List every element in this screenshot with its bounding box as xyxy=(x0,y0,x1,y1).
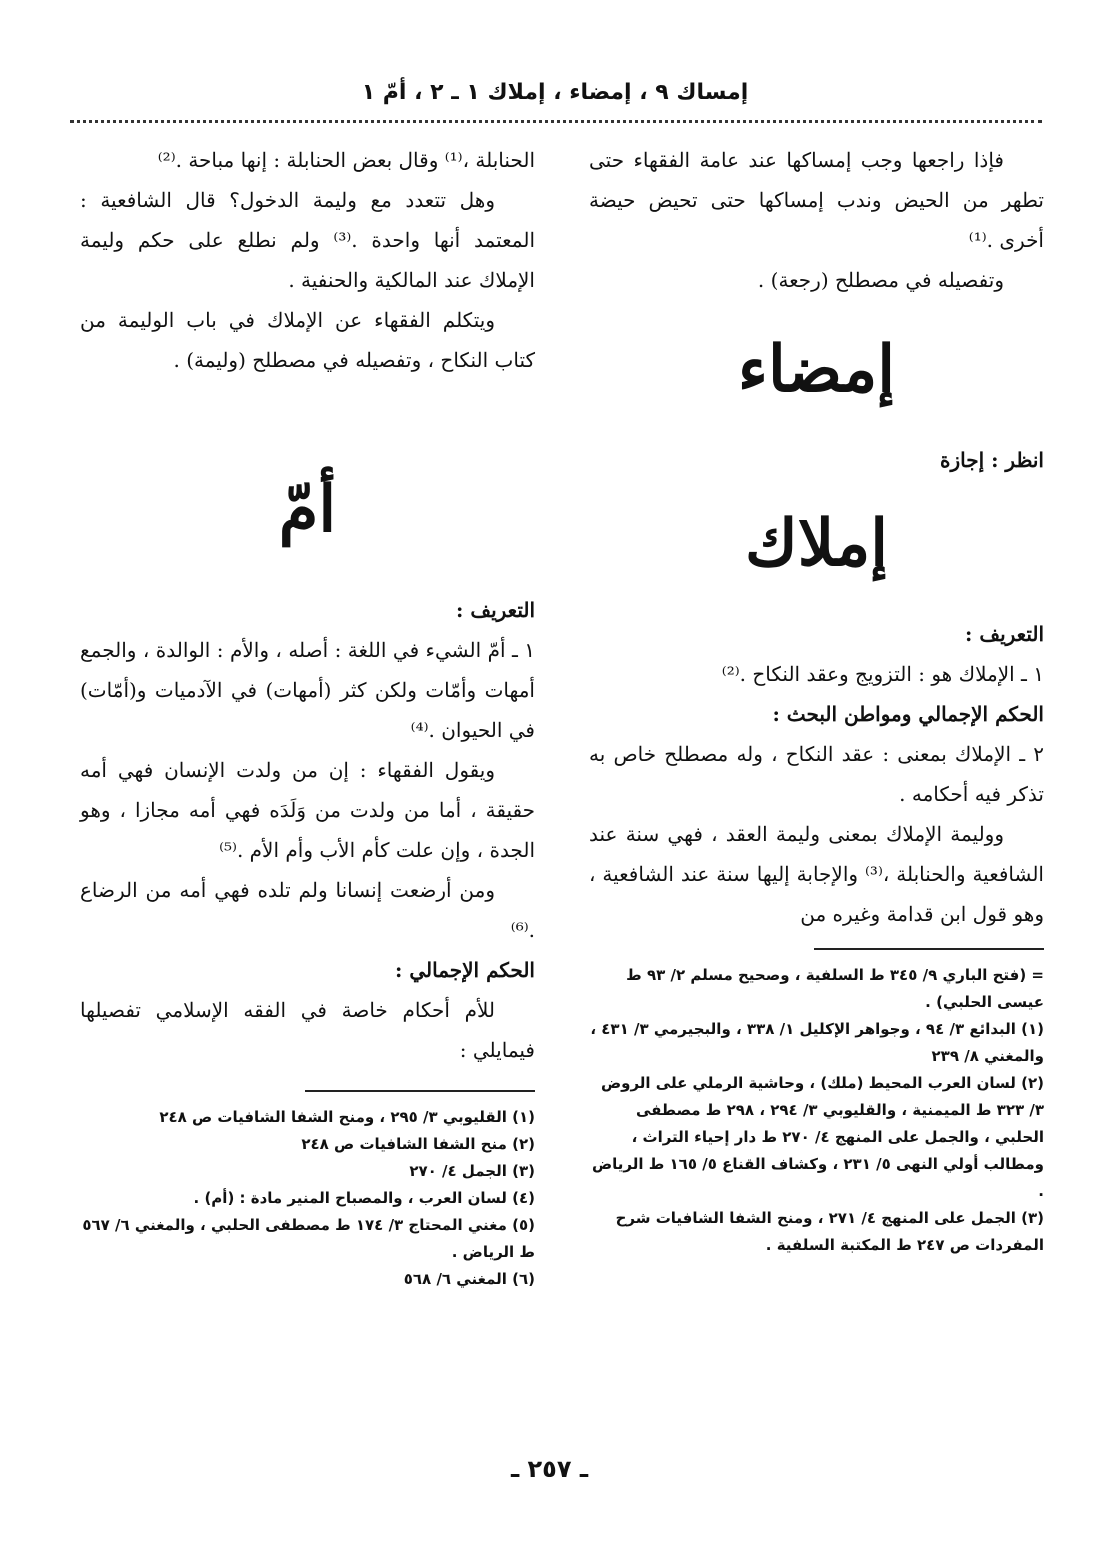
footnote: (١) البدائع ٣/ ٩٤ ، وجواهر الإكليل ١/ ٣٣٨ ، والبجيرمي ٣/ ٤٣١ ، والمغني ٨/ ٢٣٩ xyxy=(590,1020,1044,1065)
paragraph: وتفصيله في مصطلح (رجعة) . xyxy=(757,268,1004,292)
paragraph: ١ ـ الإملاك هو : التزويج وعقد النكاح .⁽²⁾ xyxy=(721,662,1044,686)
paragraph: ويقول الفقهاء : إن من ولدت الإنسان فهي أمه حقيقة ، أما من ولدت من وَلَدَه فهي أمه مجازا ، وهو الجدة ، وإن علت كأم الأب وأم الأم .⁽⁵⁾ xyxy=(80,758,535,862)
paragraph: ٢ ـ الإملاك بمعنى : عقد النكاح ، وله مصطلح خاص به تذكر فيه أحكامه . xyxy=(589,742,1044,806)
entry-title-umm: أمّ xyxy=(278,472,337,547)
paragraph: الحنابلة ،⁽¹⁾ وقال بعض الحنابلة : إنها مباحة .⁽²⁾ xyxy=(157,148,535,172)
footnote-divider xyxy=(814,948,1044,950)
see-also-reference: انظر : إجازة xyxy=(939,448,1044,472)
paragraph: ومن أرضعت إنسانا ولم تلده فهي أمه من الرضاع .⁽⁶⁾ xyxy=(80,878,535,942)
entry-title-imlak: إملاك xyxy=(745,506,888,581)
paragraph: ويتكلم الفقهاء عن الإملاك في باب الوليمة من كتاب النكاح ، وتفصيله في مصطلح (وليمة) . xyxy=(80,308,535,372)
footnote: (٥) مغني المحتاج ٣/ ١٧٤ ط مصطفى الحلبي ، والمغني ٦/ ٥٦٧ ط الرياض . xyxy=(82,1216,535,1261)
section-heading: التعريف : xyxy=(456,598,535,622)
paragraph: ١ ـ أمّ الشيء في اللغة : أصله ، والأم : الوالدة ، والجمع أمهات وأمّات ولكن كثر (أمهات) في الآدميات و(أمّات) في الحيوان .⁽⁴⁾ xyxy=(80,638,535,742)
paragraph: وهل تتعدد مع وليمة الدخول؟ قال الشافعية : المعتمد أنها واحدة .⁽³⁾ ولم نطلع على حكم وليمة الإملاك عند المالكية والحنفية . xyxy=(80,188,536,292)
footnote: (٢) منح الشفا الشافيات ص ٢٤٨ xyxy=(301,1135,535,1153)
section-heading: الحكم الإجمالي : xyxy=(395,958,535,982)
left-column xyxy=(80,140,535,1440)
footnote: (٢) لسان العرب المحيط (ملك) ، وحاشية الرملي على الروض ٣/ ٣٢٣ ط الميمنية ، والقليوبي ٣/ ٢٩٤ ، ٢٩٨ ط مصطفى الحلبي ، والجمل على المنهج ٤/ ٢٧٠ ط دار إحياء التراث ، ومطالب أولي النهى ٥/ ٢٣١ ، وكشاف القناع ٥/ ١٦٥ ط الرياض . xyxy=(591,1074,1044,1200)
section-heading: التعريف : xyxy=(965,622,1044,646)
section-heading: الحكم الإجمالي ومواطن البحث : xyxy=(772,702,1044,726)
right-column xyxy=(589,140,1044,1440)
page-header: إمساك ٩ ، إمضاء ، إملاك ١ ـ ٢ ، أمّ ١ xyxy=(361,80,749,105)
paragraph: فإذا راجعها وجب إمساكها عند عامة الفقهاء حتى تطهر من الحيض وندب إمساكها حتى تحيض حيضة أخرى .⁽¹⁾ xyxy=(589,148,1044,252)
header-divider xyxy=(70,120,1042,123)
footnote: (٣) الجمل على المنهج ٤/ ٢٧١ ، ومنح الشفا الشافيات شرح المفردات ص ٢٤٧ ط المكتبة السلفية . xyxy=(615,1209,1044,1254)
footnote: (٦) المغني ٦/ ٥٦٨ xyxy=(403,1270,535,1288)
footnote: (١) القليوبي ٣/ ٢٩٥ ، ومنح الشفا الشافيات ص ٢٤٨ xyxy=(159,1108,535,1126)
entry-title-imdaa: إمضاء xyxy=(737,332,896,407)
paragraph: للأم أحكام خاصة في الفقه الإسلامي تفصيلها فيمايلي : xyxy=(80,998,535,1062)
footnote: = (فتح الباري ٩/ ٣٤٥ ط السلفية ، وصحيح مسلم ٢/ ٩٣ ط عيسى الحلبي) . xyxy=(626,966,1044,1011)
footnote: (٤) لسان العرب ، والمصباح المنير مادة : (أم) . xyxy=(193,1189,535,1207)
footnote-divider xyxy=(305,1090,535,1092)
footnote: (٣) الجمل ٤/ ٢٧٠ xyxy=(409,1162,535,1180)
page-number: ـ ٢٥٧ ـ xyxy=(510,1455,589,1483)
paragraph: ووليمة الإملاك بمعنى وليمة العقد ، فهي سنة عند الشافعية والحنابلة ،⁽³⁾ والإجابة إليها سنة عند الشافعية ، وهو قول ابن قدامة وغيره من xyxy=(589,822,1044,926)
